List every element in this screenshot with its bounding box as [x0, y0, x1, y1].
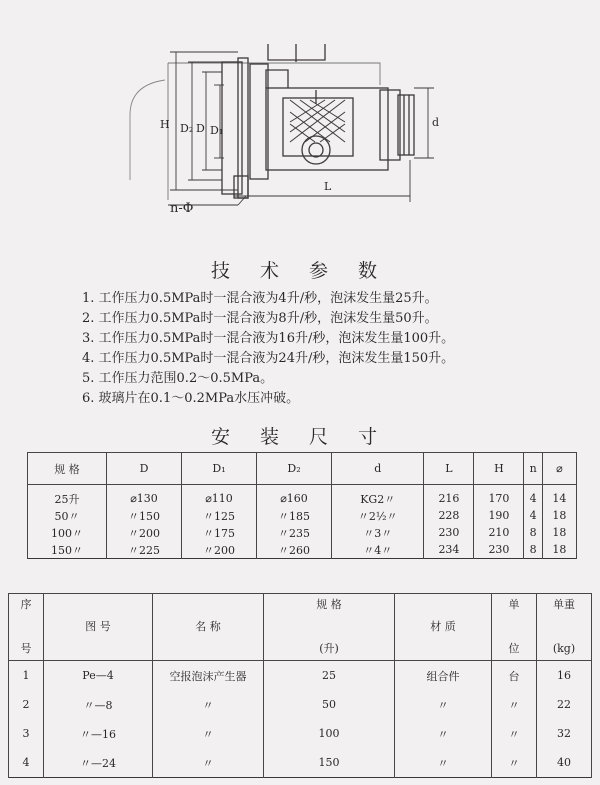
table-cell: 14: [542, 485, 576, 508]
tech-params-list: [82, 289, 454, 409]
table-cell: 18: [542, 524, 576, 541]
table-cell: 〃—8: [44, 690, 153, 719]
technical-drawing: [0, 0, 600, 235]
table-cell: 3: [9, 719, 44, 748]
col-header: D₁: [182, 453, 257, 485]
table-cell: 216: [424, 485, 474, 508]
table-cell: 〃: [395, 719, 492, 748]
table-cell: 150: [264, 748, 395, 778]
col-header: 序 号: [9, 594, 44, 661]
table-cell: 〃125: [182, 507, 257, 524]
col-header: L: [424, 453, 474, 485]
table-row: [28, 507, 577, 524]
table-cell: 〃4〃: [332, 541, 424, 559]
label-H: H: [160, 118, 170, 131]
col-header: 名 称: [153, 594, 264, 661]
table-cell: ⌀160: [257, 485, 332, 508]
table-cell: 〃: [395, 748, 492, 778]
install-dims-table: [27, 452, 577, 559]
table-cell: 〃150: [107, 507, 182, 524]
table-cell: 16: [537, 661, 592, 691]
table-cell: 170: [474, 485, 524, 508]
table-cell: 18: [542, 507, 576, 524]
col-header: D: [107, 453, 182, 485]
table-cell: KG2〃: [332, 485, 424, 508]
table-cell: 25: [264, 661, 395, 691]
table-row: [28, 485, 577, 508]
table-cell: 〃225: [107, 541, 182, 559]
table-cell: 4: [9, 748, 44, 778]
param-item: 2. 工作压力0.5MPa时一混合液为8升/秒，泡沫发生量50升。: [82, 311, 438, 326]
table-row: [9, 690, 592, 719]
col-header: 规 格 (升): [264, 594, 395, 661]
table-cell: 234: [424, 541, 474, 559]
label-n-phi: n-Φ: [170, 201, 194, 216]
table-cell: 4: [524, 507, 542, 524]
col-header: 规 格: [28, 453, 107, 485]
table-cell: 25升: [28, 485, 107, 508]
table-cell: 40: [537, 748, 592, 778]
table-cell: 〃: [492, 719, 537, 748]
col-header: 单 位: [492, 594, 537, 661]
label-D: D: [196, 122, 205, 135]
label-L: L: [324, 180, 332, 193]
table-cell: 〃: [153, 748, 264, 778]
table-cell: 〃: [153, 690, 264, 719]
table-cell: ⌀130: [107, 485, 182, 508]
table-cell: 8: [524, 524, 542, 541]
table-cell: 〃235: [257, 524, 332, 541]
col-header: 图 号: [44, 594, 153, 661]
table-cell: 50: [264, 690, 395, 719]
table-cell: 18: [542, 541, 576, 559]
col-header: ⌀: [542, 453, 576, 485]
table-cell: 〃175: [182, 524, 257, 541]
col-header: H: [474, 453, 524, 485]
table-cell: 〃2½〃: [332, 507, 424, 524]
param-item: 6. 玻璃片在0.1～0.2MPa水压冲破。: [82, 391, 300, 406]
table-cell: 1: [9, 661, 44, 691]
table-cell: 230: [474, 541, 524, 559]
table-cell: 台: [492, 661, 537, 691]
col-header: 单重 (kg): [537, 594, 592, 661]
table-cell: 〃260: [257, 541, 332, 559]
table-cell: 〃: [153, 719, 264, 748]
table-header-row: [9, 594, 592, 661]
table-cell: 〃200: [107, 524, 182, 541]
table-cell: 〃: [395, 690, 492, 719]
param-item: 4. 工作压力0.5MPa时一混合液为24升/秒，泡沫发生量150升。: [82, 351, 455, 366]
table-cell: 230: [424, 524, 474, 541]
table-cell: 190: [474, 507, 524, 524]
table-cell: 8: [524, 541, 542, 559]
table-cell: 150〃: [28, 541, 107, 559]
table-row: [28, 541, 577, 559]
table-cell: 2: [9, 690, 44, 719]
table-cell: 空报泡沫产生器: [153, 661, 264, 691]
table-row: [9, 661, 592, 691]
table-cell: 〃: [492, 748, 537, 778]
parts-table: [8, 593, 592, 778]
label-d: d: [432, 116, 440, 129]
table-cell: 〃: [492, 690, 537, 719]
table-row: [9, 748, 592, 778]
col-header: D₂: [257, 453, 332, 485]
table-cell: Pe—4: [44, 661, 153, 691]
table-row: [9, 719, 592, 748]
col-header: d: [332, 453, 424, 485]
table-cell: 50〃: [28, 507, 107, 524]
table-cell: 210: [474, 524, 524, 541]
table-cell: ⌀110: [182, 485, 257, 508]
table-cell: 100: [264, 719, 395, 748]
table-cell: 228: [424, 507, 474, 524]
param-item: 1. 工作压力0.5MPa时一混合液为4升/秒，泡沫发生量25升。: [82, 291, 438, 306]
table-header-row: [28, 453, 577, 485]
install-dims-title: 安 装 尺 寸: [210, 426, 390, 448]
table-cell: 32: [537, 719, 592, 748]
col-header: 材 质: [395, 594, 492, 661]
tech-params-title: 技 术 参 数: [210, 260, 390, 282]
table-cell: 〃185: [257, 507, 332, 524]
table-row: [28, 524, 577, 541]
table-cell: 组合件: [395, 661, 492, 691]
table-cell: 22: [537, 690, 592, 719]
table-cell: 〃—24: [44, 748, 153, 778]
table-cell: 100〃: [28, 524, 107, 541]
table-cell: 〃3〃: [332, 524, 424, 541]
param-item: 3. 工作压力0.5MPa时一混合液为16升/秒，泡沫发生量100升。: [82, 331, 455, 346]
label-D2: D₂: [180, 122, 194, 135]
table-cell: 〃—16: [44, 719, 153, 748]
label-D1: D₁: [210, 124, 224, 137]
col-header: n: [524, 453, 542, 485]
param-item: 5. 工作压力范围0.2～0.5MPa。: [82, 371, 274, 386]
table-cell: 4: [524, 485, 542, 508]
table-cell: 〃200: [182, 541, 257, 559]
